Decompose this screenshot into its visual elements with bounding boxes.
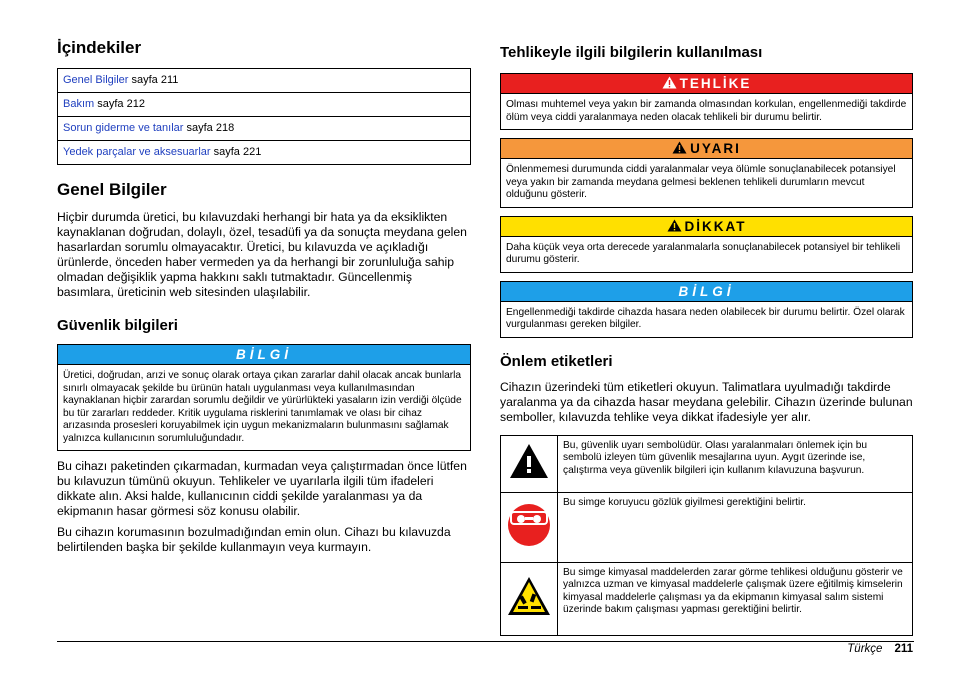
warning-text: Önlenmemesi durumunda ciddi yaralanmalar veya ölümle sonuçlanabilecek potansiyel veya yakın bir zamanda meydana gelmesi beklenen tehlikeli durumların mevcut olduğunu gösterir.: [506, 164, 896, 200]
footer-language: Türkçe: [847, 643, 883, 655]
safety-paragraph-1: Bu cihazı paketinden çıkarmadan, kurmadan veya çalıştırmadan önce lütfen bu kılavuzun tümünü okuyun. Tehlikeler ve uyarılarla ilgili tüm ifadeleri dikkate alın. Aksi halde, kullanıcının ciddi şekilde yaralanması ya da ekipmanın hasar görmesi söz konusu olabilir.: [57, 459, 467, 518]
toc-page-ref: sayfa 218: [183, 122, 235, 134]
label-text: Bu simge kimyasal maddelerden zarar görme tehlikesi olduğunu gösterir ve yalnızca uzman ve kimyasal maddelerle çalışmak üzere eğitilmiş kimselerin kimyasal maddelerle çalışması ya da ekipmanın kimyasal salım sistemi üzerinde bakım çalışması yapması gerektiğini belirtir.: [563, 566, 903, 615]
left-column: [57, 38, 471, 555]
label-icon-cell: [501, 563, 558, 635]
caution-header: [501, 217, 912, 237]
page-number: 211: [894, 643, 913, 655]
general-info-paragraph: Hiçbir durumda üretici, bu kılavuzdaki herhangi bir hata ya da eksiklikten kaynaklanan doğrudan, dolaylı, özel, tesadüfi ya da sonuçta meydana gelen hasarlardan sorumlu olmayacaktır. Üretici, bu kılavuzda ve açıkladığı ürünlerde, önceden haber vermeden ya da herhangi bir zorunluluğa sahip olmadan değişiklik yapma hakkını saklı tutmaktadır. Güncellenmiş basımlara, üreticinin web sitesinden ulaşılabilir.: [57, 210, 467, 299]
footer-divider: [57, 641, 914, 642]
warning-triangle-icon: [509, 443, 549, 484]
toc-row: [58, 92, 470, 116]
warning-triangle-icon: [672, 140, 687, 159]
warning-header: [501, 139, 912, 159]
safety-notice-box: [57, 344, 471, 451]
page-footer: [847, 643, 913, 655]
label-row: [501, 436, 912, 492]
toc-link[interactable]: Sorun giderme ve tanılar: [63, 122, 184, 134]
label-row: [501, 562, 912, 635]
danger-box: [500, 73, 913, 130]
warning-label: UYARI: [690, 141, 741, 156]
notice-text: Engellenmediği takdirde cihazda hasara neden olabilecek bir durumu belirtir. Özel olarak vurgulanması gereken bilgiler.: [506, 306, 905, 330]
danger-label: TEHLİKE: [679, 76, 752, 91]
general-info-title: Genel Bilgiler: [57, 180, 167, 199]
toc-table: [57, 68, 471, 165]
hazard-info-title: Tehlikeyle ilgili bilgilerin kullanılması: [500, 44, 763, 61]
safety-info-title: Güvenlik bilgileri: [57, 317, 178, 334]
toc-page-ref: sayfa 212: [94, 98, 145, 110]
label-icon-cell: [501, 436, 558, 492]
goggles-icon: [506, 502, 552, 553]
caution-text: Daha küçük veya orta derecede yaralanmalarla sonuçlanabilecek potansiyel bir tehlikeli durumu gösterir.: [506, 241, 901, 265]
danger-header: [501, 74, 912, 94]
notice-box: [500, 281, 913, 338]
toc-page-ref: sayfa 221: [210, 146, 262, 158]
toc-row: [58, 116, 470, 140]
caution-label: DİKKAT: [684, 218, 747, 234]
precaution-labels-title: Önlem etiketleri: [500, 352, 613, 370]
right-column: [500, 38, 913, 636]
toc-link[interactable]: Yedek parçalar ve aksesuarlar: [63, 146, 211, 158]
notice-text: Üretici, doğrudan, arızi ve sonuç olarak ortaya çıkan zararlar dahil olacak ancak bunlarla sınırlı olmayacak şekilde bu ürünün hatalı uygulanması veya kullanılmasından kaynaklanan hiçbir zarardan sorumlu değildir ve yürürlükteki yasaların izin verdiği ölçüde bu tür zararları reddeder. Kritik uygulama risklerini tanımlamak ve olası bir cihaz arızasında prosesleri koruyabilmek için uygun mekanizmaların bulunmasını sağlamak yalnızca kullanıcının sorumluluğundadır.: [63, 370, 462, 444]
label-icon-cell: [501, 493, 558, 562]
danger-text: Olması muhtemel veya yakın bir zamanda olmasından korkulan, engellenmediği takdirde ölüm veya ciddi yaralanmaya neden olacak tehlikeli bir durumu belirtir.: [506, 99, 907, 123]
chemical-hazard-icon: [507, 576, 551, 621]
toc-link[interactable]: Genel Bilgiler: [63, 74, 129, 86]
toc-row: [58, 69, 470, 92]
precaution-labels-table: [500, 435, 913, 636]
warning-box: [500, 138, 913, 208]
warning-triangle-icon: [662, 75, 677, 94]
notice-header: BİLGİ: [58, 345, 470, 365]
caution-box: [500, 216, 913, 273]
notice-header: BİLGİ: [501, 282, 912, 302]
toc-page-ref: sayfa 211: [128, 74, 179, 86]
precaution-labels-intro: Cihazın üzerindeki tüm etiketleri okuyun. Talimatlara uyulmadığı takdirde yaralanma ya da cihazda hasar meydana gelebilir. Cihazın üzerinde bulunan semboller, kılavuzda tehlike veya dikkat ifadesiyle yer alır.: [500, 379, 913, 424]
warning-triangle-icon: [667, 218, 682, 237]
toc-row: [58, 140, 470, 164]
label-text: Bu simge koruyucu gözlük giyilmesi gerektiğini belirtir.: [563, 496, 806, 508]
label-text: Bu, güvenlik uyarı sembolüdür. Olası yaralanmaları önlemek için bu sembolü izleyen tüm güvenlik mesajlarına uyun. Aygıt üzerinde ise, çalıştırma veya güvenlik bilgileri için kullanım kılavuzuna başvurun.: [563, 439, 868, 476]
toc-title: İçindekiler: [57, 38, 142, 57]
toc-link[interactable]: Bakım: [63, 98, 95, 110]
label-row: [501, 492, 912, 562]
safety-paragraph-2: Bu cihazın korumasının bozulmadığından emin olun. Cihazı bu kılavuzda belirtilenden başka bir şekilde kullanmayın veya kurmayın.: [57, 525, 451, 554]
